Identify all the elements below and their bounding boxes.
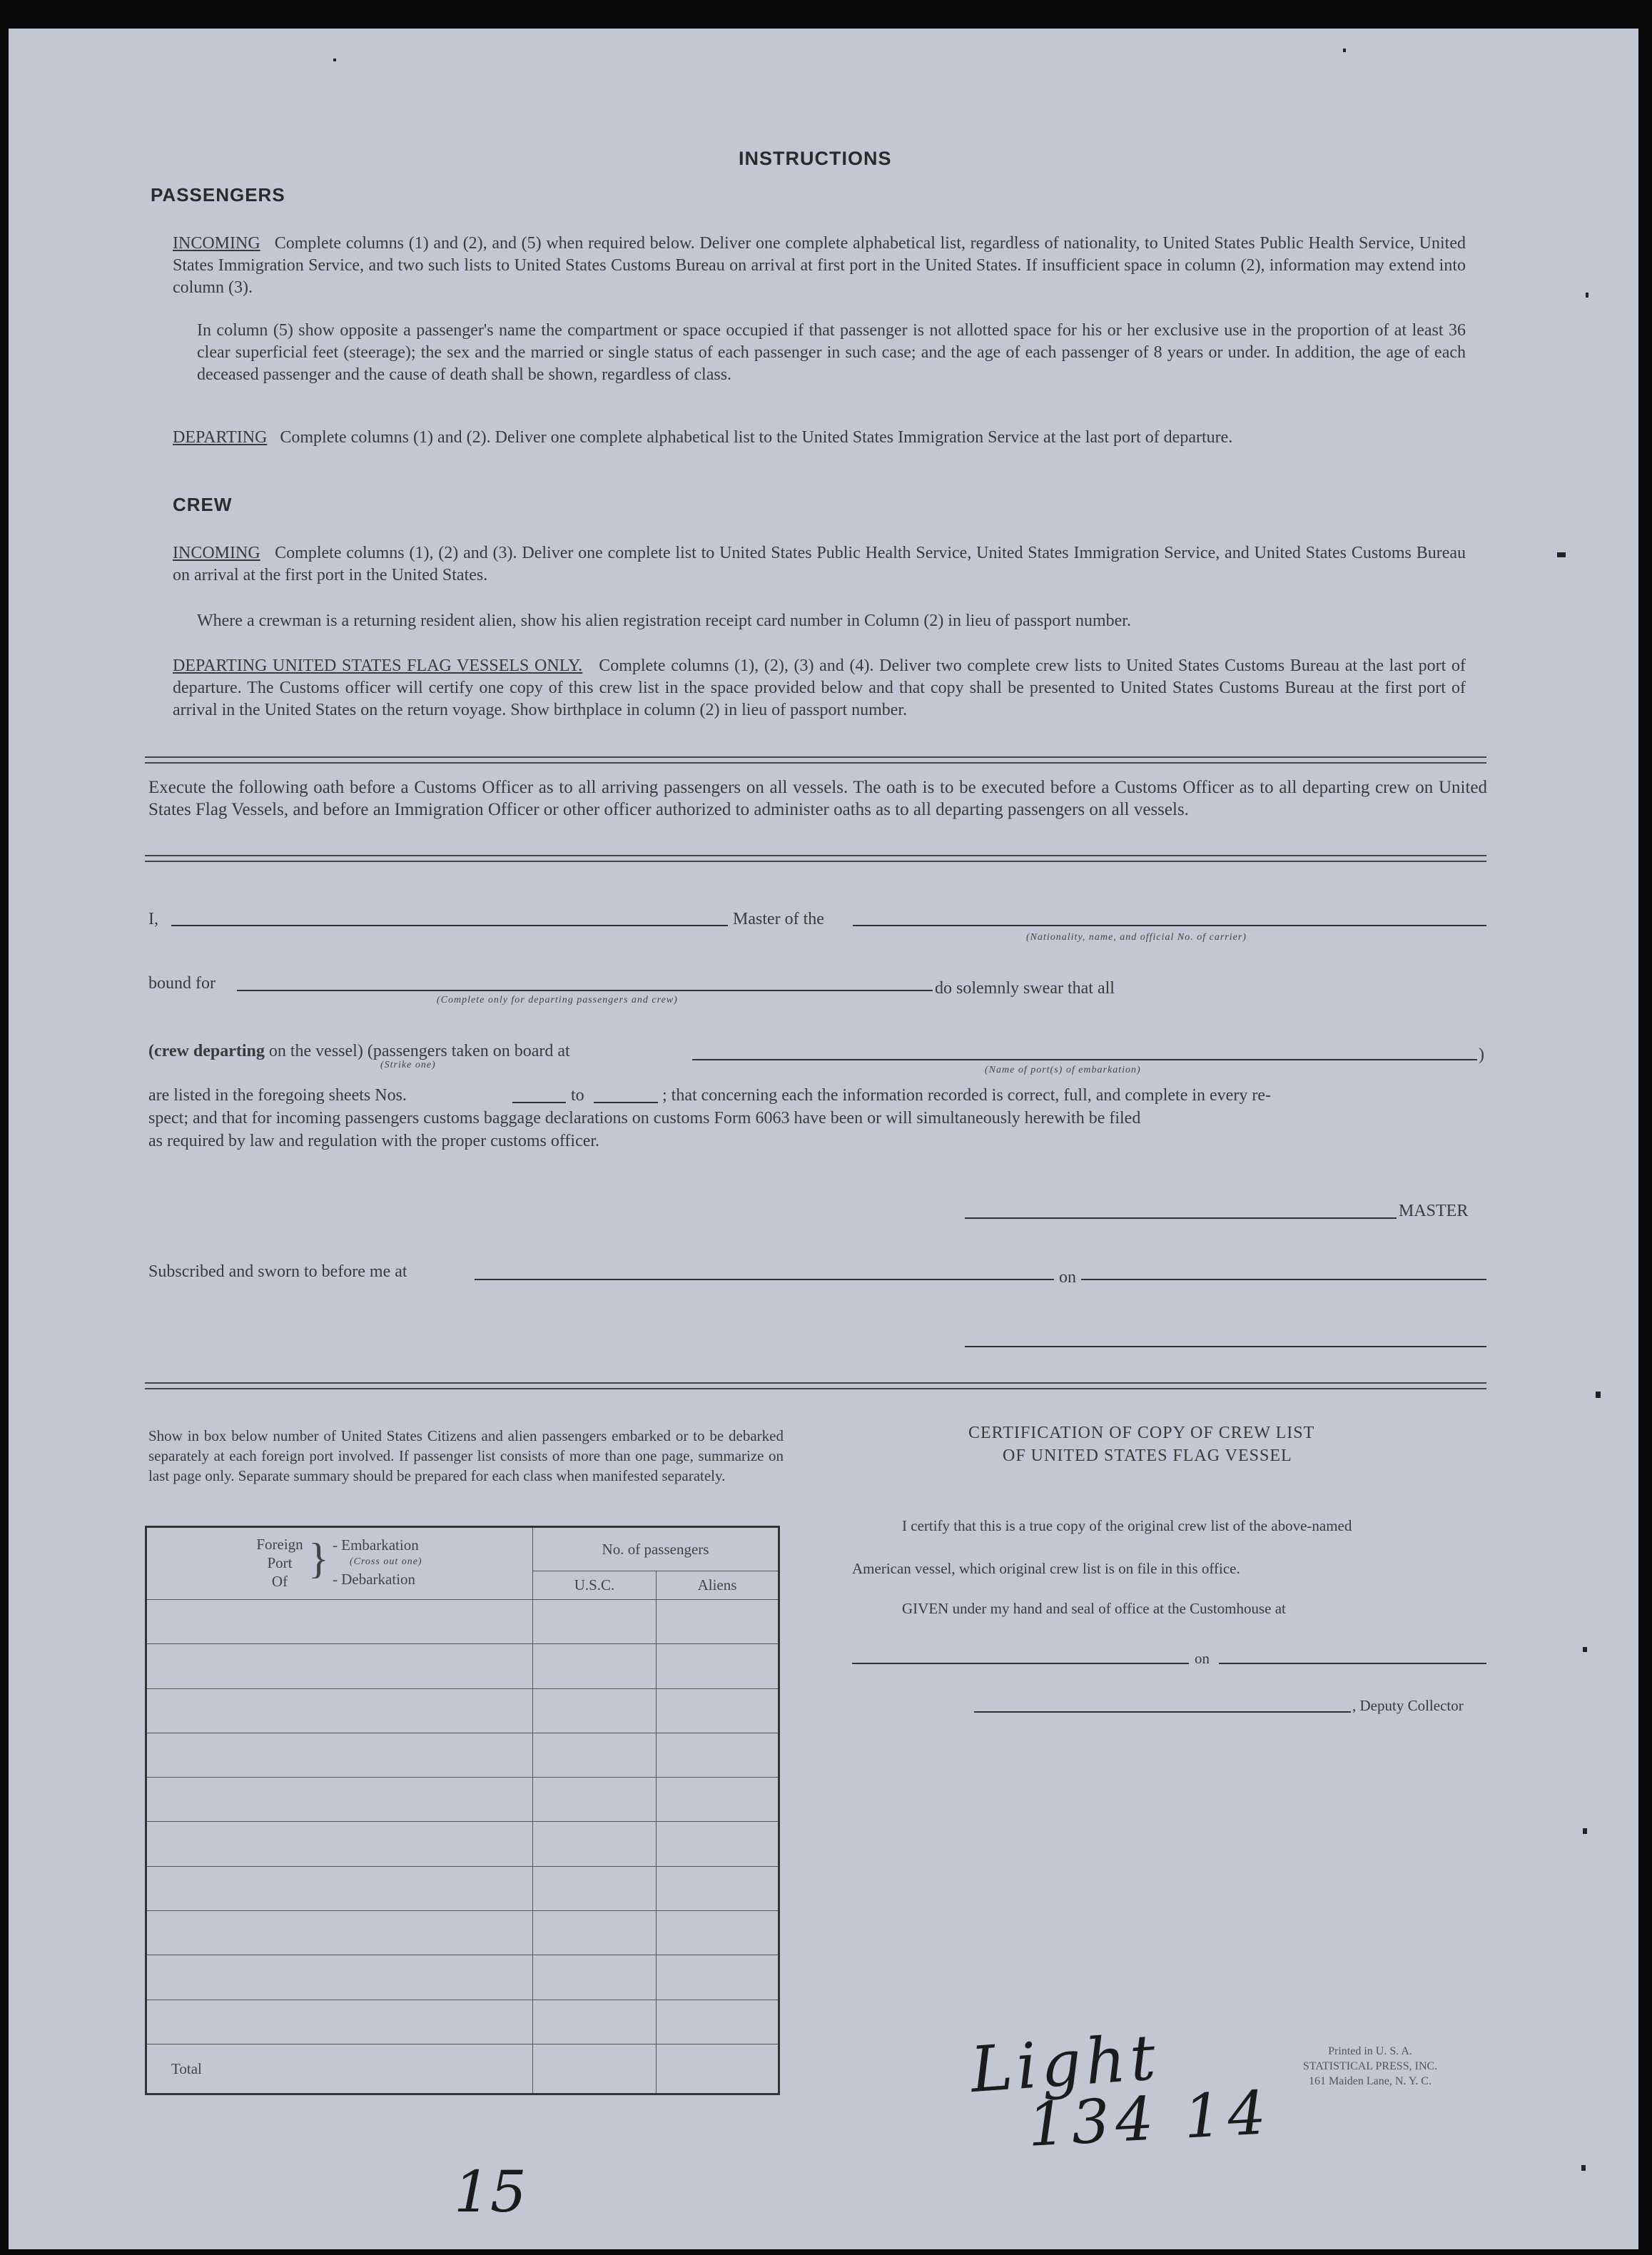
bound-for-line[interactable] <box>237 990 933 991</box>
scan-speck <box>1557 552 1566 557</box>
listed-text-d: as required by law and regulation with the proper customs officer. <box>148 1132 600 1150</box>
passengers-departing-text: Complete columns (1) and (2). Deliver one complete alphabetical list to the United States Immigration Service at the last port of departure. <box>280 428 1233 447</box>
passengers-taken-label: (passengers taken on board at <box>367 1042 570 1060</box>
divider <box>145 1382 1486 1384</box>
strike-one-note: (Strike one) <box>380 1060 436 1070</box>
scan-speck <box>1586 293 1588 298</box>
sheet-to-line[interactable] <box>594 1102 658 1103</box>
aliens-total-cell[interactable] <box>657 2044 779 2094</box>
crew-incoming-paragraph <box>173 542 1466 587</box>
aliens-cell[interactable] <box>657 1911 779 1955</box>
passengers-incoming-heading: INCOMING <box>173 234 260 253</box>
nationality-note: (Nationality, name, and official No. of carrier) <box>1026 932 1247 943</box>
printer-line-3: 161 Maiden Lane, N. Y. C. <box>1309 2075 1431 2087</box>
listed-text-b: ; that concerning each the information recorded is correct, full, and complete in every re- <box>662 1086 1271 1105</box>
oath-intro: Execute the following oath before a Customs Officer as to all arriving passengers on all vessels. The oath is to be executed before a Customs Officer as to all departing crew on United States Flag Vessels, and before an Immigration Officer or other officer authorized to administer oaths as to all departing passengers on all vessels. <box>148 778 1487 819</box>
master-of-the-label: Master of the <box>733 910 824 928</box>
table-row <box>146 1644 779 1688</box>
usc-cell[interactable] <box>533 1688 657 1733</box>
aliens-cell[interactable] <box>657 1822 779 1866</box>
port-cell[interactable] <box>146 1600 533 1644</box>
table-row <box>146 1866 779 1910</box>
usc-cell[interactable] <box>533 2000 657 2044</box>
usc-cell[interactable] <box>533 1955 657 2000</box>
printer-line-2: STATISTICAL PRESS, INC. <box>1302 2060 1438 2072</box>
listed-to-label: to <box>571 1086 584 1105</box>
aliens-cell[interactable] <box>657 1600 779 1644</box>
subscribed-date-line[interactable] <box>1081 1279 1486 1280</box>
crew-incoming-heading: INCOMING <box>173 544 260 562</box>
scan-speck <box>1583 1647 1587 1652</box>
total-label: Total <box>146 2044 533 2094</box>
usc-cell[interactable] <box>533 1733 657 1777</box>
aliens-cell[interactable] <box>657 1644 779 1688</box>
printer-line-1: Printed in U. S. A. <box>1328 2045 1412 2057</box>
summary-note: Show in box below number of United States Citizens and alien passengers embarked or to be debarked separately at each foreign port involved. If passenger list consists of more than one page, summarize on last page only. Separate summary should be prepared for each class when manifested separately. <box>148 1427 784 1484</box>
handwritten-word: Light <box>968 2020 1162 2107</box>
handwritten-number: 134 14 <box>1025 2077 1274 2160</box>
officer-signature-line[interactable] <box>965 1346 1486 1347</box>
crew-incoming-text: Complete columns (1), (2) and (3). Deliver one complete list to United States Public Health Service, United States Immigration Service, and United States Customs Bureau on arrival at the first port in the United States. <box>173 544 1466 584</box>
brace: } <box>308 1535 329 1582</box>
passengers-departing-paragraph <box>173 427 1466 449</box>
table-row <box>146 1955 779 2000</box>
certification-title-1: CERTIFICATION OF COPY OF CREW LIST <box>968 1424 1315 1442</box>
scan-speck <box>1596 1392 1601 1398</box>
port-cell[interactable] <box>146 1911 533 1955</box>
listed-text-c: spect; and that for incoming passengers customs baggage declarations on customs Form 6063 have been or will simultaneously herewith be filed <box>148 1109 1141 1128</box>
aliens-cell[interactable] <box>657 1955 779 2000</box>
total-row <box>146 2044 779 2094</box>
certification-title-2: OF UNITED STATES FLAG VESSEL <box>1003 1446 1292 1465</box>
table-row <box>146 1911 779 1955</box>
cert-on-label: on <box>1195 1650 1210 1667</box>
subscribed-place-line[interactable] <box>475 1279 1054 1280</box>
crew-departing-paragraph <box>173 655 1466 721</box>
debarkation-label: - Debarkation <box>333 1571 416 1588</box>
divider <box>145 756 1486 758</box>
handwritten-page-number: 15 <box>454 2159 527 2225</box>
aliens-cell[interactable] <box>657 1866 779 1910</box>
crew-departing-label: (crew departing <box>148 1042 265 1060</box>
port-cell[interactable] <box>146 1955 533 2000</box>
certify-line-2: American vessel, which original crew list is on file in this office. <box>852 1560 1240 1577</box>
listed-sheets-label: are listed in the foregoing sheets Nos. <box>148 1086 407 1105</box>
crew-departing-text: Complete columns (1), (2), (3) and (4). Deliver two complete crew lists to United States Customs Bureau at the last port of departure. The Customs officer will certify one copy of this crew list in the space provided below and that copy shall be presented to United States Customs Bureau at the first port of arrival in the United States on the return voyage. Show birthplace in column (2) in lieu of passport number. <box>173 657 1466 719</box>
cross-out-note: (Cross out one) <box>350 1556 422 1567</box>
port-of-embarkation-line[interactable] <box>692 1059 1477 1060</box>
oath-i-label: I, <box>148 910 158 928</box>
foreign-port-header <box>146 1527 533 1600</box>
divider <box>145 861 1486 862</box>
usc-header: U.S.C. <box>533 1571 657 1600</box>
usc-cell[interactable] <box>533 1778 657 1822</box>
scan-speck <box>1583 1828 1587 1834</box>
port-cell[interactable] <box>146 1822 533 1866</box>
aliens-cell[interactable] <box>657 2000 779 2044</box>
certify-line-1: I certify that this is a true copy of the original crew list of the above-named <box>902 1517 1352 1534</box>
port-cell[interactable] <box>146 1644 533 1688</box>
port-label: Port <box>267 1554 293 1571</box>
passengers-column5-paragraph: In column (5) show opposite a passenger's name the compartment or space occupied if that passenger is not allotted space for his or her exclusive use in the proportion of at least 36 clear superficial feet (steerage); the sex and the married or single status of each passenger in such case; and the age of each passenger of 8 years or under. In addition, the age of each deceased passenger and the cause of death shall be shown, regardless of class. <box>197 321 1466 384</box>
table-row <box>146 1778 779 1822</box>
deputy-collector-line[interactable] <box>974 1711 1351 1713</box>
table-row <box>146 1822 779 1866</box>
summary-table <box>145 1526 780 2095</box>
complete-only-note: (Complete only for departing passengers and crew) <box>437 995 678 1005</box>
port-note: (Name of port(s) of embarkation) <box>985 1065 1141 1075</box>
customhouse-line[interactable] <box>852 1663 1189 1664</box>
scan-speck <box>333 59 336 61</box>
divider <box>145 1388 1486 1389</box>
no-passengers-header: No. of passengers <box>533 1527 779 1571</box>
printer-imprint <box>1263 2044 1477 2089</box>
crew-departing-heading: DEPARTING UNITED STATES FLAG VESSELS ONLY. <box>173 657 583 675</box>
subscribed-on-label: on <box>1059 1268 1076 1287</box>
passengers-incoming-paragraph <box>173 233 1466 299</box>
cert-date-line[interactable] <box>1219 1663 1486 1664</box>
scan-speck <box>1581 2165 1586 2171</box>
page-title: INSTRUCTIONS <box>739 148 892 169</box>
embarkation-label: - Embarkation <box>333 1536 419 1554</box>
port-cell[interactable] <box>146 1778 533 1822</box>
section-heading-passengers: PASSENGERS <box>151 184 285 206</box>
of-label: Of <box>271 1573 288 1590</box>
port-cell[interactable] <box>146 1688 533 1733</box>
port-cell[interactable] <box>146 1733 533 1777</box>
aliens-header: Aliens <box>657 1571 779 1600</box>
aliens-cell[interactable] <box>657 1733 779 1777</box>
passengers-departing-heading: DEPARTING <box>173 428 268 447</box>
section-heading-crew: CREW <box>173 494 233 515</box>
table-row <box>146 2000 779 2044</box>
passengers-incoming-text: Complete columns (1) and (2), and (5) when required below. Deliver one complete alphabetical list, regardless of nationality, to United States Public Health Service, United States Immigration Service, and two such lists to United States Customs Bureau on arrival at first port in the United States. If insufficient space in column (2), information may extend into column (3). <box>173 234 1466 297</box>
usc-cell[interactable] <box>533 1866 657 1910</box>
on-the-vessel-label: on the vessel) <box>268 1042 363 1060</box>
master-name-line[interactable] <box>171 925 728 926</box>
swear-text: do solemnly swear that all <box>935 979 1115 998</box>
usc-cell[interactable] <box>533 1911 657 1955</box>
sheet-from-line[interactable] <box>512 1102 566 1103</box>
master-label: MASTER <box>1399 1202 1469 1220</box>
master-signature-line[interactable] <box>965 1217 1397 1219</box>
port-cell[interactable] <box>146 2000 533 2044</box>
table-row <box>146 1600 779 1644</box>
close-paren: ) <box>1479 1045 1484 1064</box>
crew-resident-paragraph: Where a crewman is a returning resident alien, show his alien registration receipt card number in Column (2) in lieu of passport number. <box>197 612 1131 630</box>
deputy-collector-label: , Deputy Collector <box>1352 1697 1464 1714</box>
divider <box>145 855 1486 856</box>
aliens-cell[interactable] <box>657 1778 779 1822</box>
given-line: GIVEN under my hand and seal of office at the Customhouse at <box>902 1600 1286 1617</box>
crew-passengers-clause <box>148 1040 570 1063</box>
usc-cell[interactable] <box>533 1822 657 1866</box>
usc-cell[interactable] <box>533 1644 657 1688</box>
aliens-cell[interactable] <box>657 1688 779 1733</box>
scan-speck <box>1343 49 1346 52</box>
divider <box>145 762 1486 764</box>
table-row <box>146 1733 779 1777</box>
foreign-label: Foreign <box>256 1536 303 1553</box>
port-cell[interactable] <box>146 1866 533 1910</box>
bound-for-label: bound for <box>148 974 216 993</box>
carrier-line[interactable] <box>853 925 1486 926</box>
subscribed-label: Subscribed and sworn to before me at <box>148 1262 407 1281</box>
usc-cell[interactable] <box>533 1600 657 1644</box>
table-row <box>146 1688 779 1733</box>
usc-total-cell[interactable] <box>533 2044 657 2094</box>
